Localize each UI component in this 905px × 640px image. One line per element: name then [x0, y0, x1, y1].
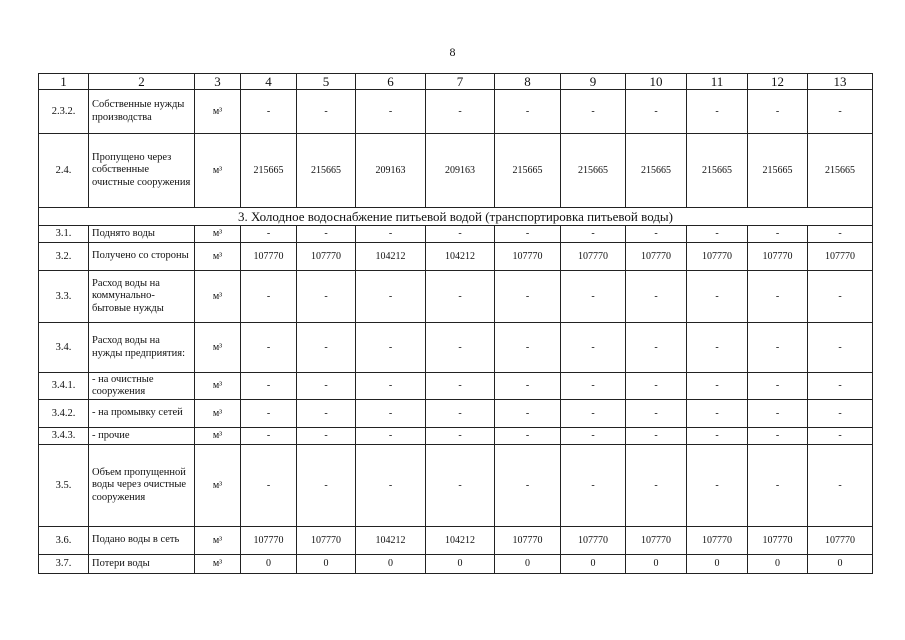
- table-row: [39, 527, 873, 555]
- table-row: [39, 323, 873, 373]
- value-cell: -: [495, 323, 561, 373]
- value-cell: -: [687, 373, 748, 400]
- value-cell: 0: [626, 555, 687, 574]
- table-row: [39, 400, 873, 428]
- table-row: [39, 373, 873, 400]
- value-cell: 0: [748, 555, 808, 574]
- value-cell: -: [561, 445, 626, 527]
- value-cell: -: [687, 400, 748, 428]
- value-cell: 107770: [626, 243, 687, 271]
- value-cell: -: [241, 400, 297, 428]
- row-name: Получено со стороны: [89, 243, 195, 271]
- row-code: 3.4.2.: [39, 400, 89, 428]
- value-cell: -: [748, 271, 808, 323]
- header-cell: 4: [241, 74, 297, 90]
- table-row: [39, 445, 873, 527]
- value-cell: -: [297, 400, 356, 428]
- value-cell: -: [748, 400, 808, 428]
- header-cell: 8: [495, 74, 561, 90]
- value-cell: -: [561, 400, 626, 428]
- value-cell: -: [626, 445, 687, 527]
- header-cell: 2: [89, 74, 195, 90]
- value-cell: -: [356, 90, 426, 134]
- value-cell: -: [808, 373, 873, 400]
- value-cell: 107770: [561, 243, 626, 271]
- value-cell: -: [748, 428, 808, 445]
- value-cell: 107770: [561, 527, 626, 555]
- value-cell: -: [687, 226, 748, 243]
- value-cell: -: [495, 428, 561, 445]
- value-cell: 107770: [748, 527, 808, 555]
- table-row: [39, 243, 873, 271]
- value-cell: -: [426, 90, 495, 134]
- value-cell: 0: [297, 555, 356, 574]
- value-cell: -: [687, 428, 748, 445]
- value-cell: -: [561, 373, 626, 400]
- value-cell: -: [561, 271, 626, 323]
- header-cell: 9: [561, 74, 626, 90]
- row-unit: м³: [195, 527, 241, 555]
- value-cell: 0: [241, 555, 297, 574]
- value-cell: -: [687, 323, 748, 373]
- row-name: Подано воды в сеть: [89, 527, 195, 555]
- section-row: [39, 208, 873, 226]
- value-cell: -: [808, 428, 873, 445]
- value-cell: -: [561, 226, 626, 243]
- value-cell: 107770: [297, 527, 356, 555]
- value-cell: 0: [808, 555, 873, 574]
- header-cell: 13: [808, 74, 873, 90]
- row-name: Потери воды: [89, 555, 195, 574]
- value-cell: -: [241, 323, 297, 373]
- table-row: [39, 555, 873, 574]
- row-code: 3.1.: [39, 226, 89, 243]
- row-name: - прочие: [89, 428, 195, 445]
- value-cell: -: [241, 271, 297, 323]
- row-name: - на очистные сооружения: [89, 373, 195, 400]
- value-cell: 107770: [808, 527, 873, 555]
- value-cell: -: [748, 90, 808, 134]
- header-cell: 1: [39, 74, 89, 90]
- value-cell: 107770: [495, 243, 561, 271]
- value-cell: 215665: [748, 134, 808, 208]
- row-unit: м³: [195, 226, 241, 243]
- section-title: 3. Холодное водоснабжение питьевой водой (транспортировка питьевой воды): [39, 208, 873, 226]
- table-row: [39, 271, 873, 323]
- value-cell: 104212: [356, 243, 426, 271]
- row-code: 3.7.: [39, 555, 89, 574]
- value-cell: 215665: [626, 134, 687, 208]
- value-cell: 107770: [241, 527, 297, 555]
- header-row: [39, 74, 873, 90]
- header-cell: 3: [195, 74, 241, 90]
- value-cell: 209163: [426, 134, 495, 208]
- value-cell: -: [426, 445, 495, 527]
- value-cell: -: [241, 445, 297, 527]
- row-name: Объем пропущенной воды через очистные сооружения: [89, 445, 195, 527]
- header-cell: 12: [748, 74, 808, 90]
- value-cell: -: [808, 445, 873, 527]
- value-cell: -: [426, 373, 495, 400]
- row-code: 2.3.2.: [39, 90, 89, 134]
- row-name: - на промывку сетей: [89, 400, 195, 428]
- value-cell: 209163: [356, 134, 426, 208]
- value-cell: -: [426, 428, 495, 445]
- page-number: 8: [449, 45, 456, 59]
- value-cell: 215665: [808, 134, 873, 208]
- value-cell: -: [626, 400, 687, 428]
- row-name: Поднято воды: [89, 226, 195, 243]
- value-cell: 0: [561, 555, 626, 574]
- row-unit: м³: [195, 271, 241, 323]
- table-row: [39, 226, 873, 243]
- value-cell: -: [241, 226, 297, 243]
- row-code: 3.6.: [39, 527, 89, 555]
- value-cell: -: [495, 400, 561, 428]
- row-unit: м³: [195, 445, 241, 527]
- value-cell: 215665: [297, 134, 356, 208]
- header-cell: 6: [356, 74, 426, 90]
- row-code: 3.4.: [39, 323, 89, 373]
- value-cell: 104212: [426, 243, 495, 271]
- value-cell: -: [495, 373, 561, 400]
- value-cell: -: [241, 90, 297, 134]
- value-cell: -: [297, 90, 356, 134]
- value-cell: 107770: [687, 527, 748, 555]
- value-cell: -: [297, 373, 356, 400]
- value-cell: -: [356, 373, 426, 400]
- value-cell: -: [687, 445, 748, 527]
- value-cell: -: [561, 323, 626, 373]
- table-row: [39, 428, 873, 445]
- value-cell: -: [808, 271, 873, 323]
- value-cell: 107770: [626, 527, 687, 555]
- row-unit: м³: [195, 90, 241, 134]
- value-cell: -: [808, 90, 873, 134]
- value-cell: -: [808, 226, 873, 243]
- value-cell: 107770: [748, 243, 808, 271]
- row-unit: м³: [195, 323, 241, 373]
- header-cell: 7: [426, 74, 495, 90]
- value-cell: -: [356, 445, 426, 527]
- value-cell: 107770: [495, 527, 561, 555]
- value-cell: -: [748, 373, 808, 400]
- value-cell: -: [495, 226, 561, 243]
- row-unit: м³: [195, 428, 241, 445]
- row-code: 3.2.: [39, 243, 89, 271]
- value-cell: -: [626, 271, 687, 323]
- value-cell: 107770: [241, 243, 297, 271]
- value-cell: -: [356, 428, 426, 445]
- value-cell: -: [748, 323, 808, 373]
- value-cell: 107770: [808, 243, 873, 271]
- value-cell: 104212: [356, 527, 426, 555]
- row-code: 3.4.1.: [39, 373, 89, 400]
- table-row: [39, 90, 873, 134]
- row-unit: м³: [195, 373, 241, 400]
- value-cell: 0: [356, 555, 426, 574]
- row-name: Расход воды на нужды предприятия:: [89, 323, 195, 373]
- value-cell: -: [561, 90, 626, 134]
- value-cell: 215665: [495, 134, 561, 208]
- value-cell: -: [356, 271, 426, 323]
- value-cell: -: [297, 445, 356, 527]
- value-cell: -: [808, 323, 873, 373]
- value-cell: -: [356, 226, 426, 243]
- value-cell: -: [297, 428, 356, 445]
- value-cell: -: [748, 445, 808, 527]
- value-cell: -: [241, 373, 297, 400]
- value-cell: -: [426, 400, 495, 428]
- header-cell: 10: [626, 74, 687, 90]
- row-name: Пропущено через собственные очистные сооружения: [89, 134, 195, 208]
- row-code: 3.4.3.: [39, 428, 89, 445]
- value-cell: -: [356, 400, 426, 428]
- table-row: [39, 134, 873, 208]
- value-cell: 0: [687, 555, 748, 574]
- value-cell: -: [297, 226, 356, 243]
- value-cell: -: [426, 226, 495, 243]
- value-cell: -: [297, 271, 356, 323]
- value-cell: -: [626, 226, 687, 243]
- value-cell: -: [626, 90, 687, 134]
- value-cell: -: [626, 428, 687, 445]
- row-code: 3.5.: [39, 445, 89, 527]
- value-cell: -: [748, 226, 808, 243]
- value-cell: 104212: [426, 527, 495, 555]
- value-cell: -: [426, 323, 495, 373]
- value-cell: 215665: [241, 134, 297, 208]
- value-cell: -: [687, 271, 748, 323]
- value-cell: -: [495, 271, 561, 323]
- row-unit: м³: [195, 400, 241, 428]
- row-code: 2.4.: [39, 134, 89, 208]
- value-cell: 0: [495, 555, 561, 574]
- row-code: 3.3.: [39, 271, 89, 323]
- value-cell: -: [626, 373, 687, 400]
- value-cell: -: [356, 323, 426, 373]
- data-table: [38, 73, 873, 574]
- value-cell: -: [495, 90, 561, 134]
- row-name: Собственные нужды производства: [89, 90, 195, 134]
- header-cell: 5: [297, 74, 356, 90]
- value-cell: 107770: [297, 243, 356, 271]
- row-name: Расход воды на коммунально-бытовые нужды: [89, 271, 195, 323]
- value-cell: -: [687, 90, 748, 134]
- value-cell: 107770: [687, 243, 748, 271]
- value-cell: 215665: [687, 134, 748, 208]
- value-cell: -: [626, 323, 687, 373]
- value-cell: -: [561, 428, 626, 445]
- row-unit: м³: [195, 555, 241, 574]
- value-cell: 0: [426, 555, 495, 574]
- header-cell: 11: [687, 74, 748, 90]
- value-cell: -: [808, 400, 873, 428]
- value-cell: -: [495, 445, 561, 527]
- row-unit: м³: [195, 243, 241, 271]
- value-cell: -: [426, 271, 495, 323]
- value-cell: -: [297, 323, 356, 373]
- row-unit: м³: [195, 134, 241, 208]
- value-cell: 215665: [561, 134, 626, 208]
- value-cell: -: [241, 428, 297, 445]
